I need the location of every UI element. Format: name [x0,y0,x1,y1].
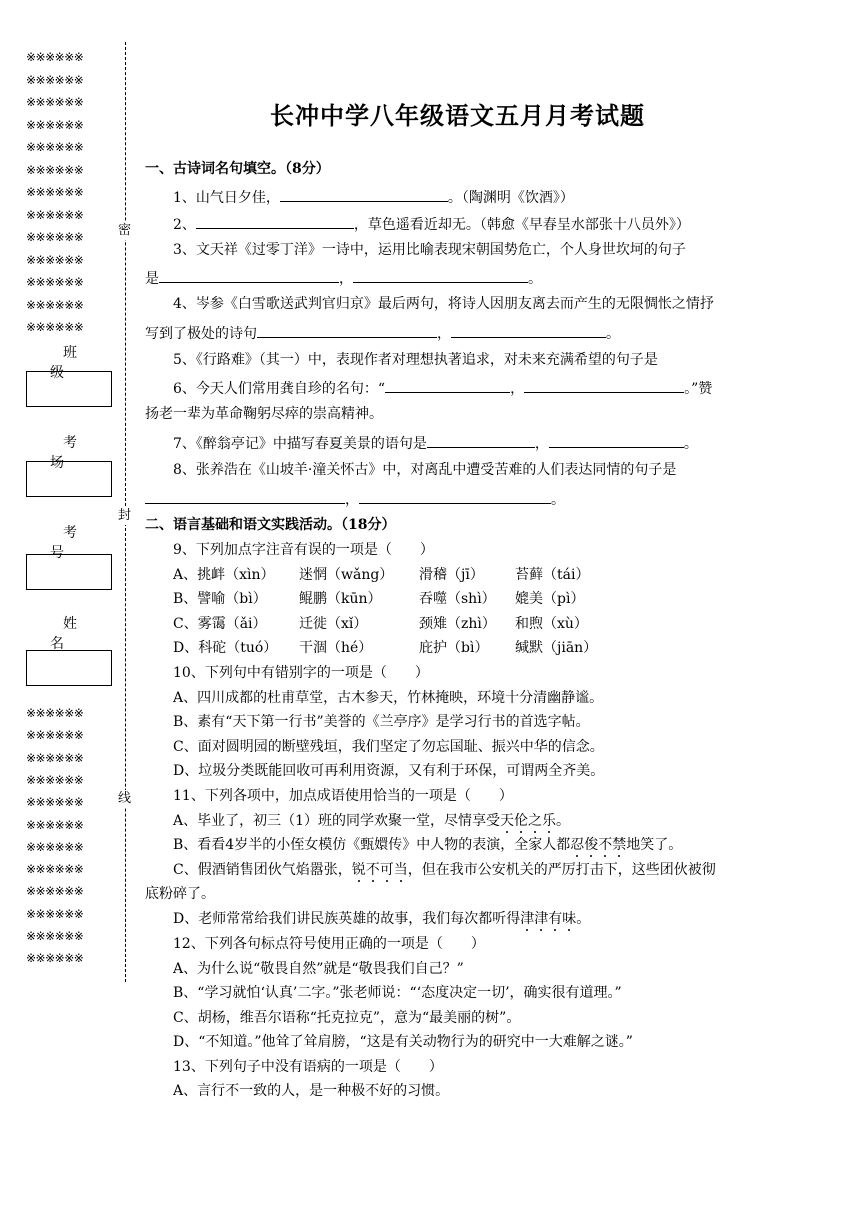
name-label: 姓名 [50,616,103,652]
section-1-heading: 一、古诗词名句填空。（8分） [145,161,330,177]
question-11-option-c-cont: 底粉碎了。 [145,886,215,902]
seal-decoration-row: ※※※※※※ [26,185,84,199]
answer-blank[interactable] [159,268,339,283]
question-10-option-d: D、垃圾分类既能回收可再利用资源，又有利于环保，可谓两全齐美。 [173,763,605,779]
answer-blank[interactable] [196,214,354,229]
seal-decoration-row: ※※※※※※ [26,117,84,132]
class-field[interactable] [26,371,112,407]
question-4-answer: 写到了极处的诗句 ， 。 [145,323,770,343]
question-9-option: A、挑衅（xìn） [173,567,275,583]
seal-decoration-row: ※※※※※※ [26,95,84,109]
section-2-heading: 二、语言基础和语文实践活动。（18分） [145,517,396,533]
question-9-option: 吞噬（shì） [419,591,496,608]
seal-char-xian: 线 [118,791,132,806]
question-10-stem: 10、下列句中有错别字的一项是（ ） [173,665,429,681]
question-9-option: 迁徙（xǐ） [299,615,368,632]
seal-decoration-row: ※※※※※※ [26,817,84,832]
binding-margin [0,0,135,1216]
answer-blank[interactable] [549,433,684,448]
question-8: 8、张养浩在《山坡羊·潼关怀古》中，对离乱中遭受苦难的人们表达同情的句子是 [173,462,677,478]
seal-decoration-row: ※※※※※※ [26,50,84,64]
seal-decoration-row: ※※※※※※ [26,795,84,810]
seal-decoration-row: ※※※※※※ [26,929,84,943]
name-field[interactable] [26,650,112,686]
question-9-option: 滑稽（jī） [419,567,484,583]
question-6-cont: 扬老一辈为革命鞠躬尽瘁的崇高精神。 [145,406,383,422]
answer-blank[interactable] [524,378,684,393]
question-9-stem: 9、下列加点字注音有误的一项是（ ） [173,542,434,558]
question-1: 1、山气日夕佳， 。（陶渊明《饮酒》） [145,187,770,207]
seal-decoration-row: ※※※※※※ [26,839,84,854]
answer-blank[interactable] [359,489,551,504]
seal-decoration-row: ※※※※※※ [26,162,84,177]
question-11-option-c: C、假酒销售团伙气焰嚣张，锐不可当，但在我市公安机关的严厉打击下，这些团伙被彻 [173,862,716,878]
seal-decoration-row: ※※※※※※ [26,320,84,334]
question-10-option-c: C、面对圆明园的断壁残垣，我们坚定了勿忘国耻、振兴中华的信念。 [173,739,604,755]
question-9-option: 干涸（hé） [299,639,373,656]
seal-decoration-row: ※※※※※※ [26,906,84,921]
question-9-option: D、科砣（tuó） [173,639,278,656]
seal-decoration-row: ※※※※※※ [26,706,84,720]
exam-room-label: 考场 [50,435,103,471]
question-2: 2、 ，草色遥看近却无。（韩愈《早春呈水部张十八员外》） [145,214,770,234]
question-8-answer: ， 。 [145,489,770,509]
seal-decoration-row: ※※※※※※ [26,252,84,267]
question-9-option: C、雾霭（ǎi） [173,615,267,632]
question-12-option-c: C、胡杨，维吾尔语称“托克拉克”，意为“最美丽的树”。 [173,1010,521,1026]
seal-decoration-row: ※※※※※※ [26,72,84,87]
question-5: 5、《行路难》（其一）中，表现作者对理想执著追求，对未来充满希望的句子是 [173,352,658,368]
question-9-option: 媲美（pì） [515,591,585,608]
question-7: 7、《醉翁亭记》中描写春夏美景的语句是 ， 。 [145,433,770,453]
seal-decoration-row: ※※※※※※ [26,230,84,244]
answer-blank[interactable] [353,268,528,283]
question-9-option: 和煦（xù） [515,615,588,632]
answer-blank[interactable] [280,187,448,202]
exam-title: 长冲中学八年级语文五月月考试题 [270,101,645,130]
seal-decoration-row: ※※※※※※ [26,275,84,289]
seal-char-feng: 封 [118,508,132,523]
question-10-option-b: B、素有“天下第一行书”美誉的《兰亭序》是学习行书的首选字帖。 [173,714,590,730]
seal-decoration-row: ※※※※※※ [26,884,84,899]
question-12-stem: 12、下列各句标点符号使用正确的一项是（ ） [173,936,485,952]
question-12-option-a: A、为什么说“敬畏自然”就是“敬畏我们自己？” [173,961,464,977]
exam-number-label: 考号 [50,525,103,561]
answer-blank[interactable] [145,489,345,504]
question-11-option-a: A、毕业了，初三（1）班的同学欢聚一堂，尽情享受天伦之乐。 [173,813,571,829]
question-9-option: 鲲鹏（kūn） [299,591,382,608]
question-13-option-a: A、言行不一致的人，是一种极不好的习惯。 [173,1083,450,1099]
seal-decoration-row: ※※※※※※ [26,772,84,787]
question-4: 4、岑参《白雪歌送武判官归京》最后两句，将诗人因朋友离去而产生的无限惆怅之情抒 [173,296,714,312]
answer-blank[interactable] [385,378,510,393]
question-9-option: 迷惘（wǎng） [299,567,394,583]
answer-blank[interactable] [451,323,606,338]
seal-decoration-row: ※※※※※※ [26,207,84,222]
question-3-answer: 是 ， 。 [145,268,770,288]
answer-blank[interactable] [427,433,535,448]
exam-number-field[interactable] [26,554,112,590]
question-9-option: 缄默（jiān） [515,639,598,656]
question-11-option-b: B、看看4岁半的小侄女模仿《甄嬛传》中人物的表演，全家人都忍俊不禁地笑了。 [173,837,683,853]
question-9-option: 苔藓（tái） [515,567,590,583]
question-9-option: 颈雉（zhì） [419,615,496,632]
class-label: 班级 [50,345,103,381]
question-9-option: 庇护（bì） [419,639,489,656]
question-10-option-a: A、四川成都的杜甫草堂，古木参天，竹林掩映，环境十分清幽静谧。 [173,690,604,706]
answer-blank[interactable] [257,323,437,338]
exam-room-field[interactable] [26,461,112,497]
question-12-option-b: B、“学习就怕‘认真’二字。”张老师说：“‘态度决定一切’，确实很有道理。” [173,985,622,1001]
seal-decoration-row: ※※※※※※ [26,951,84,966]
question-3: 3、文天祥《过零丁洋》一诗中，运用比喻表现宋朝国势危亡，个人身世坎坷的句子 [173,242,686,258]
question-12-option-d: D、“不知道。”他耸了耸肩膀，“这是有关动物行为的研究中一大难解之谜。” [173,1034,633,1050]
seal-decoration-row: ※※※※※※ [26,140,84,154]
seal-char-mi: 密 [118,223,132,238]
question-13-stem: 13、下列句子中没有语病的一项是（ ） [173,1059,443,1075]
question-6: 6、今天人们常用龚自珍的名句：“ ， 。”赞 [145,378,770,398]
seal-decoration-row: ※※※※※※ [26,728,84,743]
seal-decoration-row: ※※※※※※ [26,297,84,312]
question-11-stem: 11、下列各项中，加点成语使用恰当的一项是（ ） [173,788,513,804]
seal-decoration-row: ※※※※※※ [26,750,84,765]
question-11-option-d: D、老师常常给我们讲民族英雄的故事，我们每次都听得津津有味。 [173,911,591,927]
question-9-option: B、譬喻（bì） [173,591,267,608]
seal-decoration-row: ※※※※※※ [26,862,84,877]
